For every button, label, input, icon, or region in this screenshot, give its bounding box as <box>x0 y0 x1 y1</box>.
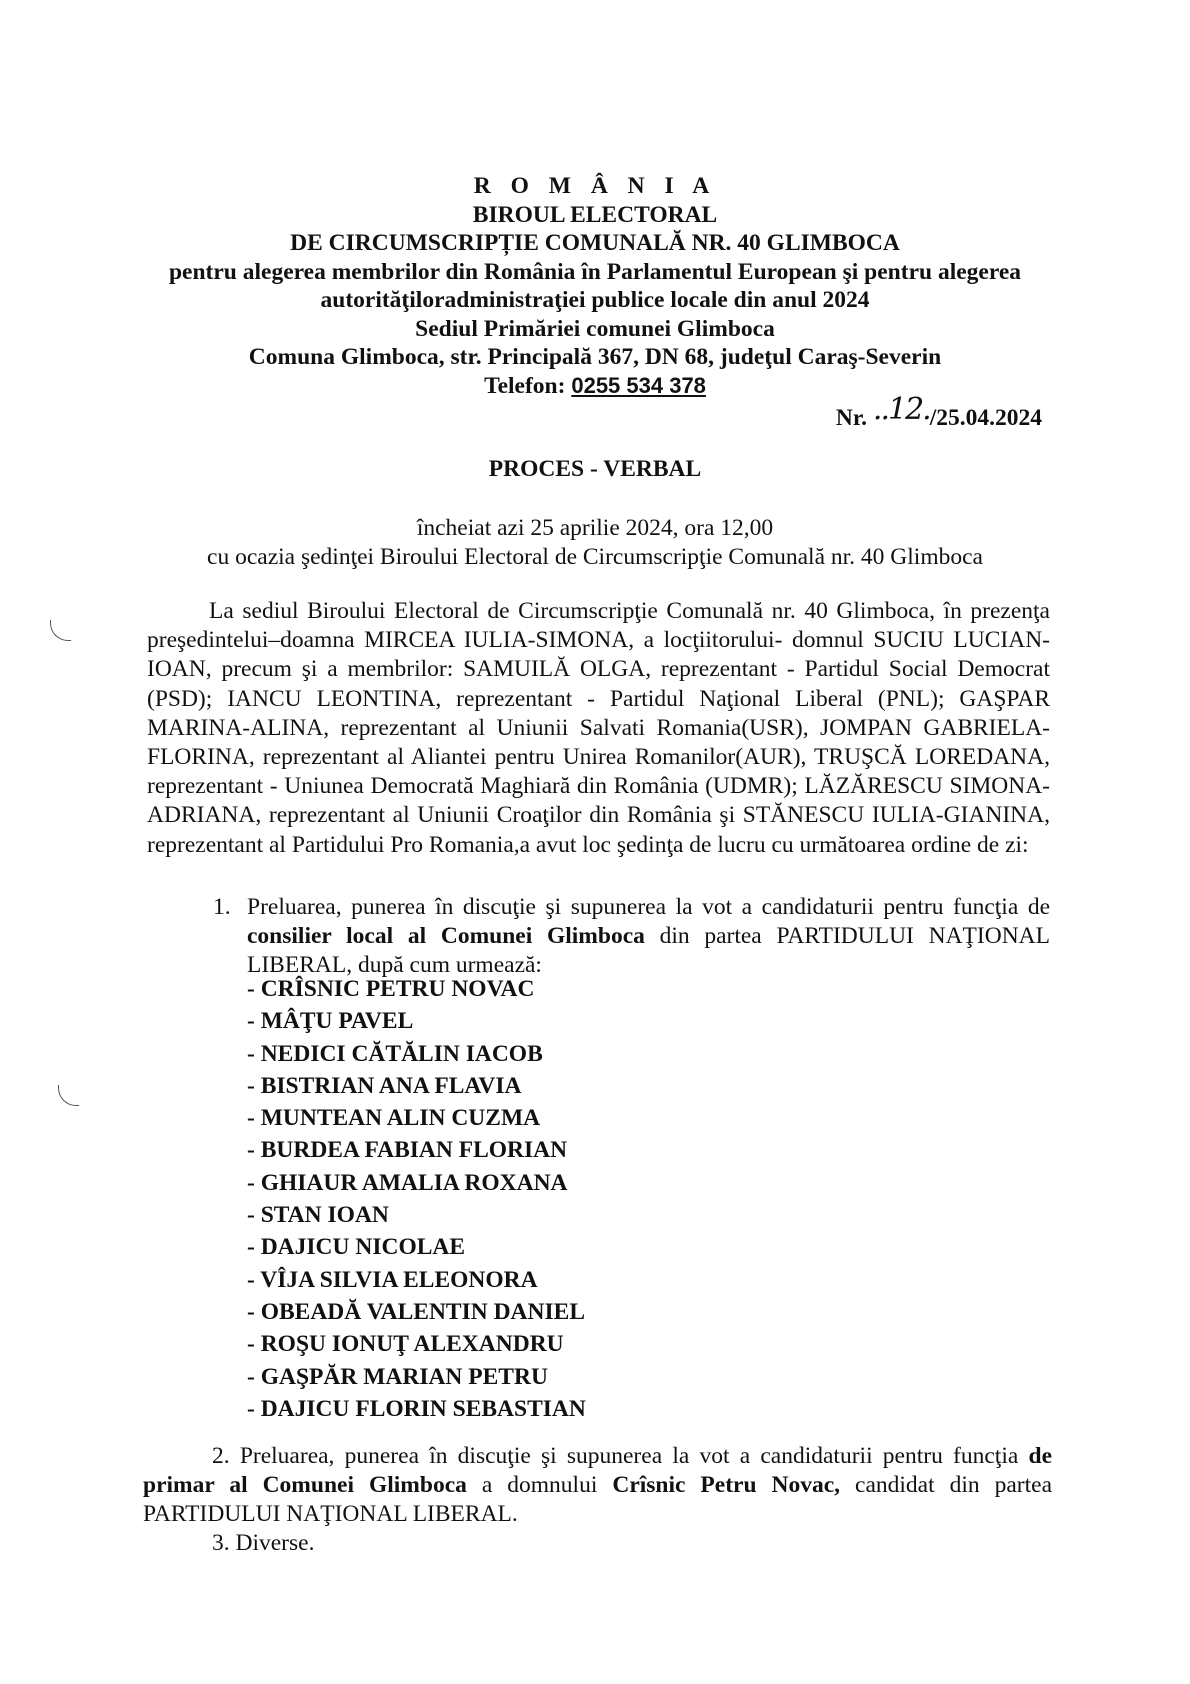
concluded-occasion: cu ocazia şedinţei Biroului Electoral de Circumscripţie Comunală nr. 40 Glimboca <box>207 544 983 570</box>
list-item: - VÎJA SILVIA ELEONORA <box>247 1266 538 1293</box>
list-item: - GAŞPĂR MARIAN PETRU <box>247 1363 548 1390</box>
list-item: - ROŞU IONUŢ ALEXANDRU <box>247 1331 564 1358</box>
agenda-item-2-bold-candidate: Crîsnic Petru Novac, <box>612 1472 841 1499</box>
registration-number <box>835 392 1042 433</box>
header-country: R O M Â N I A <box>473 173 717 199</box>
agenda-item-2-text-c: candidat din partea PARTIDULUI NAŢIONAL LIBERAL. <box>143 1472 1052 1528</box>
phone-label: Telefon: <box>484 372 572 399</box>
agenda-item-1-text <box>247 893 1050 981</box>
list-item: - GHIAUR AMALIA ROXANA <box>247 1169 568 1196</box>
phone-number: 0255 534 378 <box>571 372 706 398</box>
registration-prefix: Nr. <box>835 405 873 431</box>
document-body <box>147 597 1050 860</box>
list-item: - DAJICU FLORIN SEBASTIAN <box>247 1395 586 1422</box>
agenda-item-1 <box>213 893 1050 981</box>
header-seat: Sediul Primăriei comunei Glimboca <box>415 315 775 342</box>
agenda-item-1-bold: consilier local al Comunei Glimboca <box>247 923 645 950</box>
list-item: - MUNTEAN ALIN CUZMA <box>247 1105 541 1132</box>
list-item: - DAJICU NICOLAE <box>247 1234 466 1261</box>
agenda-item-1-number: 1. <box>213 894 231 920</box>
list-item: - BISTRIAN ANA FLAVIA <box>247 1072 522 1099</box>
header-address: Comuna Glimboca, str. Principală 367, DN 68, judeţul Caraş-Severin <box>248 344 942 370</box>
header-circumscription: DE CIRCUMSCRIPȚIE COMUNALĂ NR. 40 GLIMBOCA <box>290 230 900 256</box>
agenda-item-2-text-a: 2. Preluarea, punerea în discuţie şi supunerea la vot a candidaturii pentru funcţia <box>212 1443 1029 1469</box>
agenda-item-2-bold-function: de primar al Comunei Glimboca <box>143 1443 1052 1499</box>
list-item: - NEDICI CĂTĂLIN IACOB <box>247 1040 543 1067</box>
list-item: - OBEADĂ VALENTIN DANIEL <box>247 1298 585 1325</box>
candidate-list <box>247 973 586 1425</box>
header-phone-line <box>0 372 1190 401</box>
agenda-item-2-text-b: a domnului <box>466 1472 613 1499</box>
agenda-item-1-text-a: Preluarea, punerea în discuţie şi supunerea la vot a candidaturii pentru funcţia de <box>247 894 1050 920</box>
header-purpose-cont: autorităţiloradministraţiei publice locale din anul 2024 <box>320 287 870 313</box>
binder-mark-bottom <box>58 1085 79 1106</box>
handwritten-number: ..12. <box>872 392 930 427</box>
header-bureau: BIROUL ELECTORAL <box>472 201 718 228</box>
binder-mark-top <box>50 620 71 641</box>
registration-date: /25.04.2024 <box>929 405 1042 431</box>
intro-paragraph: La sediul Biroului Electoral de Circumscripţie Comunală nr. 40 Glimboca, în prezenţa preşedintelui–doamna MIRCEA IULIA-SIMONA, a locţiitorului- domnul SUCIU LUCIAN-IOAN, precum şi a membrilor: SAMUILĂ OLGA, reprezentant - Partidul Social Democrat (PSD); IANCU LEONTINA, reprezentant - Partidul Naţional Liberal (PNL); GAŞPAR MARINA-ALINA, reprezentant al Uniunii Salvati Romania(USR), JOMPAN GABRIELA-FLORINA, reprezentant al Aliantei pentru Unirea Romanilor(AUR), TRUŞCĂ LOREDANA, reprezentant - Uniunea Democrată Maghiară din România (UDMR); LĂZĂRESCU SIMONA-ADRIANA, reprezentant al Uniunii Croaţilor din România şi STĂNESCU IULIA-GIANINA, reprezentant al Partidului Pro Romania,a avut loc şedinţa de lucru cu următoarea ordine de zi: <box>147 598 1050 858</box>
header-purpose: pentru alegerea membrilor din România în Parlamentul European şi pentru alegerea <box>168 258 1022 285</box>
list-item: - STAN IOAN <box>247 1202 389 1229</box>
agenda-item-1-text-b: din partea PARTIDULUI NAŢIONAL LIBERAL, după cum urmează: <box>247 923 1050 979</box>
list-item: - BURDEA FABIAN FLORIAN <box>247 1137 568 1164</box>
list-item: - MÂŢU PAVEL <box>247 1008 414 1035</box>
agenda-item-2 <box>143 1442 1052 1530</box>
list-item: - CRÎSNIC PETRU NOVAC <box>247 976 535 1002</box>
document-header <box>0 172 1190 400</box>
concluded-block <box>0 514 1190 572</box>
concluded-date: încheiat azi 25 aprilie 2024, ora 12,00 <box>416 515 774 541</box>
agenda-item-3: 3. Diverse. <box>212 1530 315 1556</box>
document-title: PROCES - VERBAL <box>488 456 702 482</box>
